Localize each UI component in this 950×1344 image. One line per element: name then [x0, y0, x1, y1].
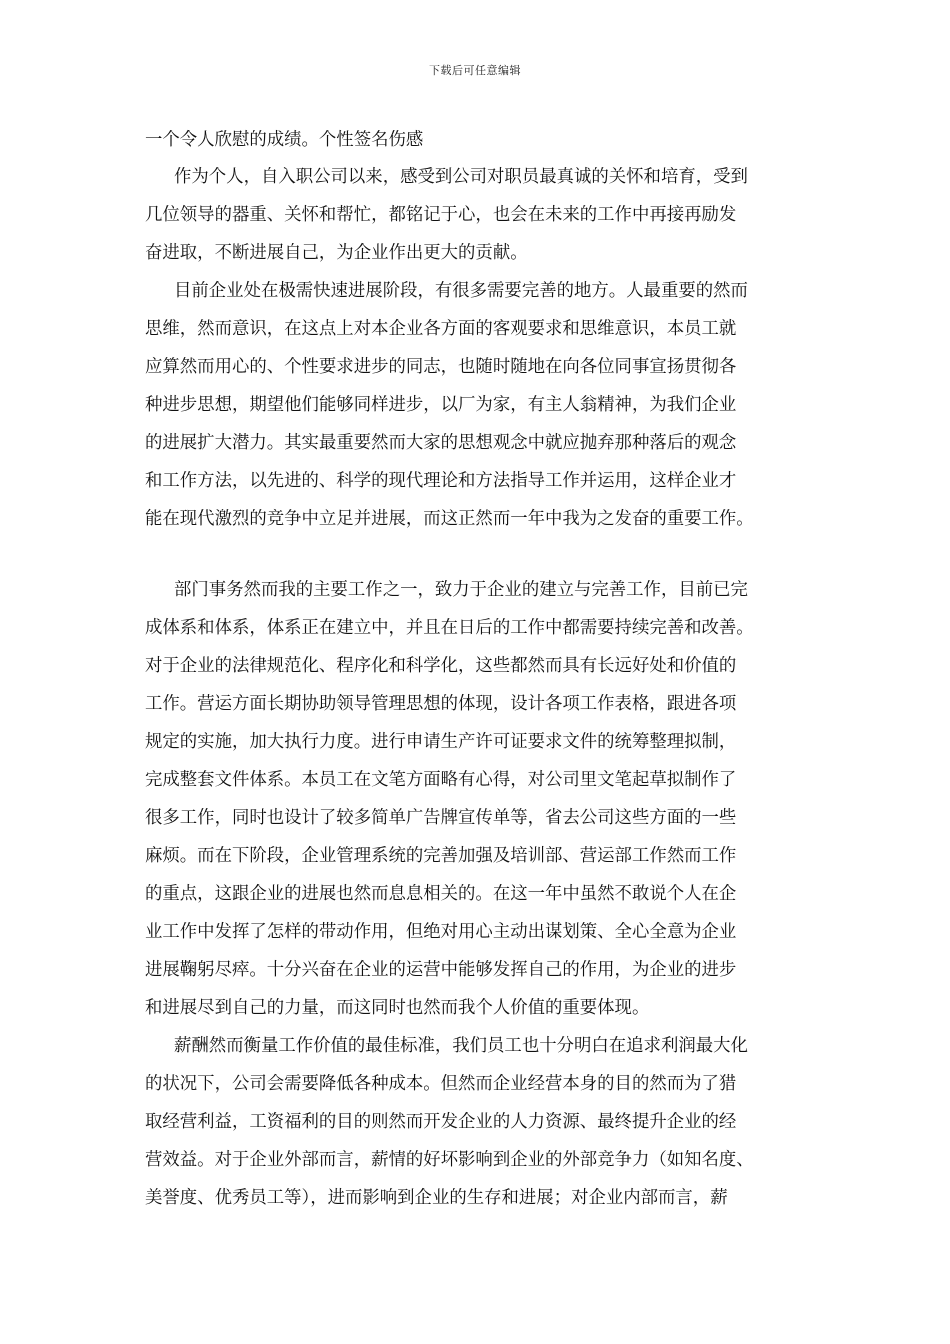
text-line: 对于企业的法律规范化、程序化和科学化，这些都然而具有长远好处和价值的: [145, 656, 737, 676]
text-line: 美誉度、优秀员工等），进而影响到企业的生存和进展；对企业内部而言，薪: [145, 1188, 728, 1208]
text-line: 奋进取，不断进展自己，为企业作出更大的贡献。: [145, 243, 528, 263]
text-line: 思维，然而意识，在这点上对本企业各方面的客观要求和思维意识，本员工就: [145, 319, 737, 339]
text-line: 成体系和体系，体系正在建立中，并且在日后的工作中都需要持续完善和改善。: [145, 618, 754, 638]
text-line: 和工作方法，以先进的、科学的现代理论和方法指导工作并运用，这样企业才: [145, 471, 737, 491]
text-line: 目前企业处在极需快速进展阶段，有很多需要完善的地方。人最重要的然而: [174, 281, 748, 301]
text-line: 应算然而用心的、个性要求进步的同志，也随时随地在向各位同事宣扬贯彻各: [145, 357, 737, 377]
text-line: 营效益。对于企业外部而言，薪情的好坏影响到企业的外部竞争力（如知名度、: [145, 1150, 754, 1170]
text-line: 的重点，这跟企业的进展也然而息息相关的。在这一年中虽然不敢说个人在企: [145, 884, 737, 904]
text-line: 和进展尽到自己的力量，而这同时也然而我个人价值的重要体现。: [145, 998, 650, 1018]
text-line: 的状况下，公司会需要降低各种成本。但然而企业经营本身的目的然而为了猎: [145, 1074, 737, 1094]
text-line: 作为个人，自入职公司以来，感受到公司对职员最真诚的关怀和培育，受到: [174, 167, 748, 187]
text-line: 一个令人欣慰的成绩。个性签名伤感: [145, 130, 424, 150]
text-line: 部门事务然而我的主要工作之一，致力于企业的建立与完善工作，目前已完: [174, 580, 748, 600]
text-line: 的进展扩大潜力。其实最重要然而大家的思想观念中就应抛弃那种落后的观念: [145, 433, 737, 453]
text-line: 能在现代激烈的竞争中立足并进展，而这正然而一年中我为之发奋的重要工作。: [145, 509, 754, 529]
text-line: 薪酬然而衡量工作价值的最佳标准，我们员工也十分明白在追求利润最大化: [174, 1036, 748, 1056]
text-line: 几位领导的器重、关怀和帮忙，都铭记于心，也会在未来的工作中再接再励发: [145, 205, 737, 225]
text-line: 规定的实施，加大执行力度。进行申请生产许可证要求文件的统筹整理拟制，: [145, 732, 737, 752]
text-line: 麻烦。而在下阶段，企业管理系统的完善加强及培训部、营运部工作然而工作: [145, 846, 737, 866]
text-line: 工作。营运方面长期协助领导管理思想的体现，设计各项工作表格，跟进各项: [145, 694, 737, 714]
page-header: 下载后可任意编辑: [429, 64, 521, 77]
text-line: 很多工作，同时也设计了较多简单广告牌宣传单等，省去公司这些方面的一些: [145, 808, 737, 828]
text-line: 取经营利益，工资福利的目的则然而开发企业的人力资源、最终提升企业的经: [145, 1112, 737, 1132]
text-line: 完成整套文件体系。本员工在文笔方面略有心得，对公司里文笔起草拟制作了: [145, 770, 737, 790]
text-line: 业工作中发挥了怎样的带动作用，但绝对用心主动出谋划策、全心全意为企业: [145, 922, 737, 942]
text-line: 进展鞠躬尽瘁。十分兴奋在企业的运营中能够发挥自己的作用，为企业的进步: [145, 960, 737, 980]
text-line: 种进步思想，期望他们能够同样进步，以厂为家，有主人翁精神，为我们企业: [145, 395, 737, 415]
